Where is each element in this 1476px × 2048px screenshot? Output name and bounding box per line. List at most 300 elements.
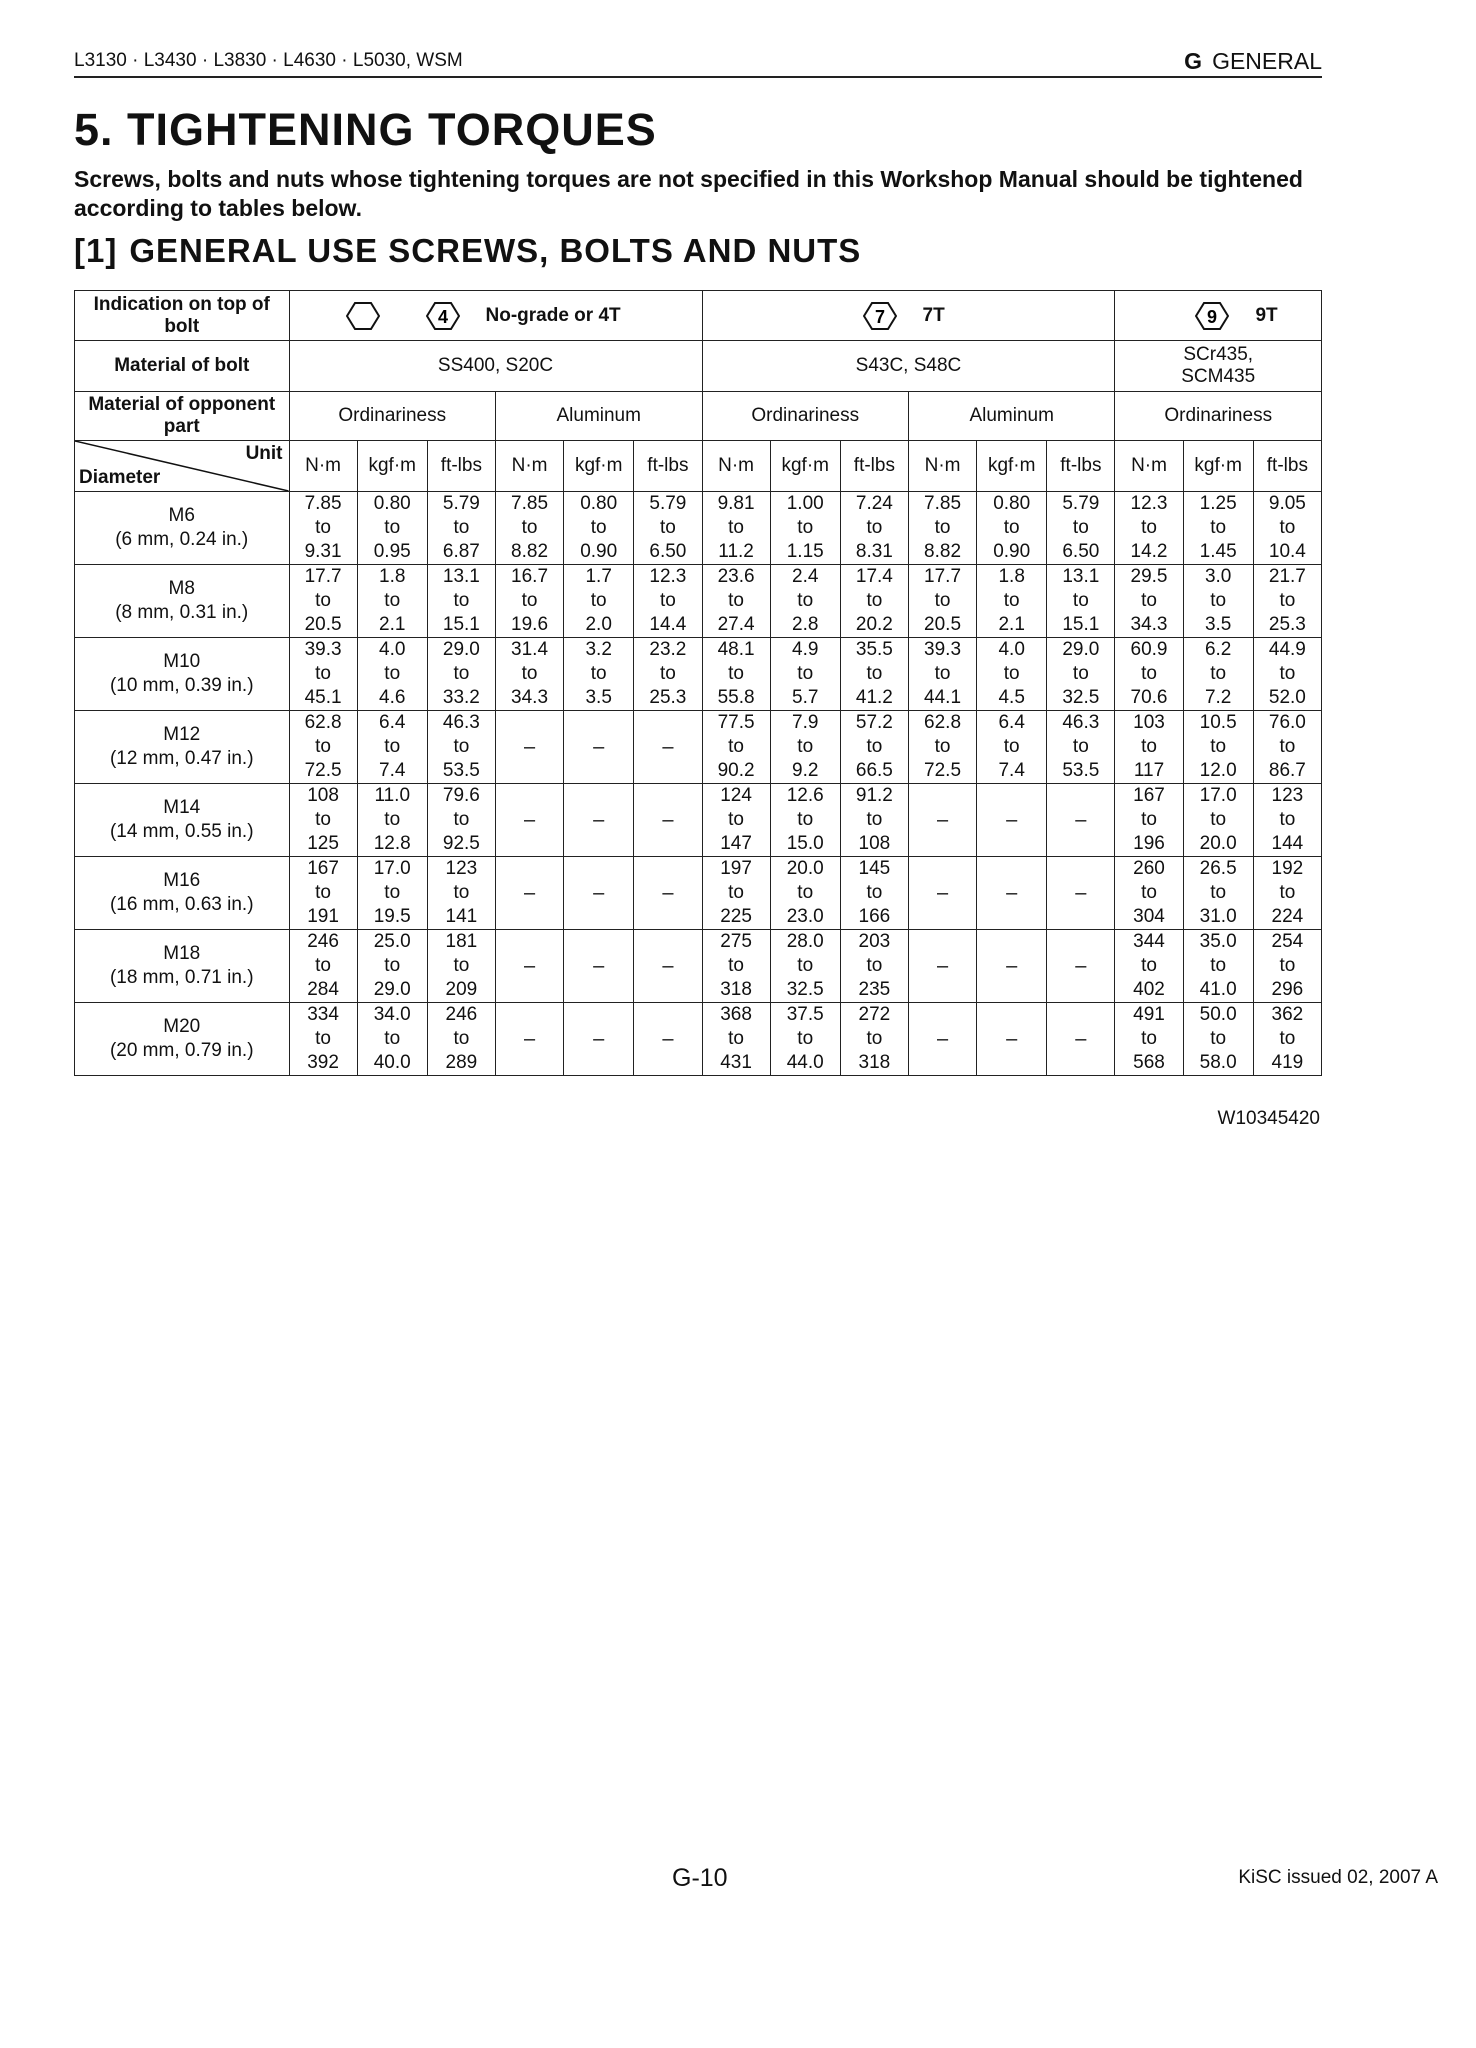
range-to: to — [797, 955, 814, 976]
range-to: to — [866, 955, 883, 976]
torque-range-cell — [1253, 857, 1321, 930]
diameter-cell — [75, 784, 290, 857]
torque-min: 1.8 — [379, 566, 406, 587]
range-to: to — [866, 736, 883, 757]
torque-min: 4.0 — [998, 639, 1025, 660]
torque-max: 70.6 — [1130, 687, 1168, 708]
torque-range-cell — [427, 857, 495, 930]
range-to: to — [934, 736, 951, 757]
range-to: to — [453, 663, 470, 684]
torque-min: 17.4 — [855, 566, 893, 587]
range-to: to — [315, 517, 331, 538]
torque-min: 123 — [445, 858, 478, 879]
range-to: to — [1279, 882, 1296, 903]
torque-max: 53.5 — [1062, 760, 1100, 781]
range-to: to — [1072, 590, 1089, 611]
range-to: to — [315, 736, 331, 757]
not-applicable-cell: – — [634, 711, 702, 784]
torque-min: 362 — [1271, 1004, 1304, 1025]
torque-min: 6.2 — [1204, 639, 1232, 660]
torque-max: 25.3 — [649, 687, 687, 708]
torque-max: 40.0 — [373, 1052, 411, 1073]
torque-min: 7.24 — [855, 493, 893, 514]
torque-min: 2.4 — [792, 566, 819, 587]
torque-min: 21.7 — [1268, 566, 1306, 587]
range-to: to — [1003, 736, 1020, 757]
torque-range-cell — [564, 565, 634, 638]
range-to: to — [453, 882, 470, 903]
grade-4t-label: No-grade or 4T — [485, 304, 621, 326]
bolt-dimensions: (12 mm, 0.47 in.) — [109, 748, 254, 769]
torque-range-cell — [1115, 565, 1183, 638]
torque-min: 57.2 — [855, 712, 893, 733]
torque-max: 14.2 — [1130, 541, 1168, 562]
torque-range-cell — [427, 930, 495, 1003]
torque-max: 2.8 — [792, 614, 819, 635]
range-to: to — [1141, 882, 1157, 903]
torque-max: 2.1 — [998, 614, 1025, 635]
intro-text: Screws, bolts and nuts whose tightening torques are not specified in this Workshop Manual should be tightened according to tables below. — [74, 166, 1303, 221]
unit-header: kgf·m — [357, 441, 427, 492]
torque-max: 117 — [1133, 760, 1165, 781]
not-applicable-cell: – — [1047, 857, 1115, 930]
torque-min: 79.6 — [442, 785, 480, 806]
torque-range-cell — [427, 565, 495, 638]
torque-max: 15.1 — [1062, 614, 1100, 635]
torque-table — [74, 290, 1322, 1076]
torque-max: 86.7 — [1268, 760, 1306, 781]
not-applicable-cell: – — [977, 857, 1047, 930]
torque-max: 284 — [307, 979, 339, 1000]
torque-min: 272 — [858, 1004, 891, 1025]
opp-9t-ordinariness: Ordinariness — [1115, 392, 1322, 441]
torque-max: 7.2 — [1204, 687, 1232, 708]
table-row — [75, 1003, 1322, 1076]
torque-range-cell — [495, 492, 563, 565]
unit-header: ft-lbs — [634, 441, 702, 492]
torque-range-cell — [770, 711, 840, 784]
torque-min: 7.9 — [792, 712, 819, 733]
range-to: to — [1210, 517, 1227, 538]
torque-max: 92.5 — [442, 833, 480, 854]
range-to: to — [315, 590, 331, 611]
torque-range-cell — [427, 711, 495, 784]
torque-range-cell — [1183, 930, 1253, 1003]
range-to: to — [728, 663, 744, 684]
torque-max: 6.87 — [442, 541, 480, 562]
not-applicable-cell: – — [564, 930, 634, 1003]
range-to: to — [1003, 663, 1020, 684]
torque-max: 41.0 — [1199, 979, 1237, 1000]
torque-max: 296 — [1271, 979, 1304, 1000]
torque-range-cell — [770, 784, 840, 857]
torque-max: 431 — [720, 1052, 752, 1073]
range-to: to — [1141, 955, 1157, 976]
table-row — [75, 930, 1322, 1003]
torque-min: 62.8 — [304, 712, 342, 733]
torque-max: 209 — [445, 979, 478, 1000]
torque-min: 7.85 — [304, 493, 342, 514]
torque-range-cell — [1115, 857, 1183, 930]
bolt-dimensions: (18 mm, 0.71 in.) — [109, 967, 254, 988]
unit-header: kgf·m — [977, 441, 1047, 492]
grade-7t-mark — [702, 291, 1115, 341]
page-header — [74, 48, 1322, 78]
range-to: to — [866, 663, 883, 684]
torque-min: 60.9 — [1130, 639, 1168, 660]
unit-header: N·m — [702, 441, 770, 492]
torque-range-cell — [1115, 784, 1183, 857]
torque-range-cell — [770, 930, 840, 1003]
range-to: to — [1210, 590, 1227, 611]
range-to: to — [384, 736, 401, 757]
torque-range-cell — [289, 1003, 357, 1076]
torque-range-cell — [977, 565, 1047, 638]
torque-max: 419 — [1271, 1052, 1304, 1073]
diameter-cell — [75, 930, 290, 1003]
range-to: to — [384, 663, 401, 684]
diameter-cell — [75, 492, 290, 565]
torque-min: 167 — [1133, 785, 1165, 806]
torque-min: 260 — [1133, 858, 1165, 879]
torque-max: 402 — [1133, 979, 1165, 1000]
unit-label: Unit — [245, 443, 283, 464]
torque-min: 28.0 — [786, 931, 824, 952]
torque-max: 34.3 — [511, 687, 549, 708]
torque-range-cell — [357, 711, 427, 784]
unit-header: ft-lbs — [1253, 441, 1321, 492]
torque-range-cell — [357, 1003, 427, 1076]
torque-range-cell — [634, 492, 702, 565]
torque-range-cell — [289, 711, 357, 784]
range-to: to — [1072, 663, 1089, 684]
torque-max: 19.6 — [511, 614, 549, 635]
range-to: to — [934, 517, 951, 538]
bolt-size: M10 — [163, 651, 201, 672]
torque-range-cell — [427, 492, 495, 565]
torque-max: 2.1 — [379, 614, 406, 635]
torque-range-cell — [1253, 638, 1321, 711]
grade-7t-label: 7T — [922, 304, 945, 326]
torque-min: 35.5 — [855, 639, 893, 660]
not-applicable-cell: – — [495, 930, 563, 1003]
torque-range-cell — [977, 492, 1047, 565]
torque-max: 6.50 — [1062, 541, 1100, 562]
torque-range-cell — [840, 565, 908, 638]
bolt-size: M18 — [163, 943, 201, 964]
torque-min: 20.0 — [786, 858, 824, 879]
torque-range-cell — [1047, 711, 1115, 784]
torque-min: 48.1 — [717, 639, 755, 660]
plain-hex-icon — [346, 301, 380, 331]
torque-max: 53.5 — [442, 760, 480, 781]
torque-min: 123 — [1271, 785, 1304, 806]
torque-min: 25.0 — [373, 931, 411, 952]
torque-range-cell — [357, 857, 427, 930]
torque-min: 124 — [720, 785, 752, 806]
torque-min: 6.4 — [998, 712, 1025, 733]
range-to: to — [384, 1028, 401, 1049]
range-to: to — [728, 1028, 744, 1049]
table-row — [75, 565, 1322, 638]
range-to: to — [728, 809, 744, 830]
diameter-cell — [75, 565, 290, 638]
torque-range-cell — [1253, 1003, 1321, 1076]
subtitle-number: [1] — [74, 232, 118, 269]
svg-text:9: 9 — [1207, 306, 1218, 327]
unit-header: ft-lbs — [1047, 441, 1115, 492]
not-applicable-cell: – — [495, 784, 563, 857]
torque-min: 6.4 — [379, 712, 406, 733]
unit-header: N·m — [908, 441, 976, 492]
torque-max: 34.3 — [1130, 614, 1168, 635]
not-applicable-cell: – — [1047, 930, 1115, 1003]
torque-min: 23.2 — [649, 639, 687, 660]
torque-range-cell — [634, 638, 702, 711]
range-to: to — [659, 590, 676, 611]
torque-range-cell — [702, 711, 770, 784]
range-to: to — [315, 809, 331, 830]
torque-min: 1.8 — [998, 566, 1025, 587]
range-to: to — [453, 517, 470, 538]
torque-max: 10.4 — [1268, 541, 1306, 562]
not-applicable-cell: – — [908, 857, 976, 930]
torque-range-cell — [977, 638, 1047, 711]
range-to: to — [659, 663, 676, 684]
torque-max: 318 — [720, 979, 752, 1000]
torque-max: 141 — [445, 906, 478, 927]
range-to: to — [728, 517, 744, 538]
torque-min: 16.7 — [511, 566, 549, 587]
torque-range-cell — [495, 565, 563, 638]
torque-range-cell — [908, 638, 976, 711]
grade-7t-material: S43C, S48C — [702, 341, 1115, 392]
range-to: to — [384, 882, 401, 903]
torque-max: 191 — [307, 906, 339, 927]
torque-min: 46.3 — [442, 712, 480, 733]
grade-9t-label: 9T — [1255, 304, 1278, 326]
range-to: to — [384, 955, 401, 976]
torque-min: 26.5 — [1199, 858, 1237, 879]
torque-max: 8.82 — [924, 541, 962, 562]
torque-max: 72.5 — [924, 760, 962, 781]
torque-range-cell — [770, 492, 840, 565]
torque-range-cell — [1183, 711, 1253, 784]
bolt-size: M8 — [168, 578, 195, 599]
torque-range-cell — [1253, 711, 1321, 784]
range-to: to — [728, 590, 744, 611]
torque-max: 44.1 — [924, 687, 962, 708]
torque-max: 6.50 — [649, 541, 687, 562]
hex-9-icon — [1195, 301, 1229, 331]
range-to: to — [521, 517, 538, 538]
range-to: to — [1279, 736, 1296, 757]
range-to: to — [315, 955, 331, 976]
not-applicable-cell: – — [564, 711, 634, 784]
range-to: to — [1279, 590, 1296, 611]
torque-min: 145 — [858, 858, 891, 879]
torque-min: 29.0 — [1062, 639, 1100, 660]
torque-min: 1.00 — [786, 493, 824, 514]
torque-range-cell — [840, 857, 908, 930]
range-to: to — [1003, 590, 1020, 611]
table-row — [75, 857, 1322, 930]
torque-max: 29.0 — [373, 979, 411, 1000]
range-to: to — [1210, 663, 1227, 684]
range-to: to — [1279, 663, 1296, 684]
torque-max: 12.8 — [373, 833, 411, 854]
torque-range-cell — [702, 638, 770, 711]
page-title: 5. TIGHTENING TORQUES — [74, 104, 657, 155]
opp-4t-aluminum: Aluminum — [495, 392, 702, 441]
bolt-dimensions: (6 mm, 0.24 in.) — [115, 529, 249, 550]
bolt-size: M6 — [168, 505, 195, 526]
torque-range-cell — [427, 1003, 495, 1076]
torque-min: 167 — [307, 858, 339, 879]
hex-7-icon — [863, 301, 897, 331]
torque-min: 77.5 — [717, 712, 755, 733]
torque-min: 39.3 — [304, 639, 342, 660]
torque-max: 55.8 — [717, 687, 755, 708]
torque-max: 90.2 — [717, 760, 755, 781]
range-to: to — [797, 517, 814, 538]
torque-max: 32.5 — [786, 979, 824, 1000]
torque-range-cell — [1183, 784, 1253, 857]
torque-min: 5.79 — [1062, 493, 1100, 514]
figure-code: W10345420 — [1217, 1108, 1320, 1129]
torque-range-cell — [495, 638, 563, 711]
indication-label: Indication on top of bolt — [75, 291, 290, 341]
torque-min: 11.0 — [374, 785, 411, 806]
torque-min: 246 — [445, 1004, 478, 1025]
torque-max: 0.90 — [993, 541, 1031, 562]
torque-min: 17.0 — [1199, 785, 1237, 806]
torque-max: 289 — [445, 1052, 478, 1073]
torque-min: 62.8 — [924, 712, 962, 733]
torque-min: 9.81 — [717, 493, 755, 514]
unit-header: ft-lbs — [427, 441, 495, 492]
not-applicable-cell: – — [495, 1003, 563, 1076]
torque-max: 20.5 — [924, 614, 962, 635]
torque-range-cell — [289, 930, 357, 1003]
torque-min: 3.2 — [585, 639, 612, 660]
torque-min: 13.1 — [442, 566, 480, 587]
torque-max: 41.2 — [855, 687, 893, 708]
torque-max: 5.7 — [792, 687, 819, 708]
bolt-size: M16 — [163, 870, 201, 891]
torque-range-cell — [702, 857, 770, 930]
torque-range-cell — [1253, 492, 1321, 565]
torque-min: 491 — [1133, 1004, 1165, 1025]
torque-range-cell — [427, 638, 495, 711]
bolt-dimensions: (14 mm, 0.55 in.) — [109, 821, 254, 842]
section-label — [1184, 48, 1322, 75]
torque-max: 147 — [720, 833, 752, 854]
material-label: Material of bolt — [75, 341, 290, 392]
range-to: to — [521, 663, 538, 684]
torque-min: 0.80 — [373, 493, 411, 514]
torque-range-cell — [1115, 1003, 1183, 1076]
section-subtitle — [74, 232, 861, 270]
torque-max: 72.5 — [304, 760, 342, 781]
torque-range-cell — [840, 930, 908, 1003]
torque-max: 0.95 — [373, 541, 411, 562]
torque-range-cell — [357, 565, 427, 638]
range-to: to — [1072, 517, 1089, 538]
range-to: to — [315, 663, 331, 684]
torque-max: 20.2 — [855, 614, 893, 635]
diameter-cell — [75, 638, 290, 711]
torque-max: 568 — [1133, 1052, 1165, 1073]
torque-min: 4.9 — [792, 639, 819, 660]
grade-9t-mark — [1115, 291, 1322, 341]
opp-4t-ordinariness: Ordinariness — [289, 392, 495, 441]
torque-range-cell — [702, 930, 770, 1003]
torque-range-cell — [357, 784, 427, 857]
torque-max: 31.0 — [1199, 906, 1237, 927]
torque-min: 246 — [307, 931, 339, 952]
torque-max: 20.0 — [1199, 833, 1237, 854]
range-to: to — [521, 590, 538, 611]
torque-range-cell — [357, 492, 427, 565]
range-to: to — [453, 736, 470, 757]
torque-range-cell — [1253, 784, 1321, 857]
torque-max: 3.5 — [1204, 614, 1232, 635]
range-to: to — [1210, 809, 1227, 830]
torque-max: 32.5 — [1062, 687, 1100, 708]
torque-max: 12.0 — [1199, 760, 1237, 781]
not-applicable-cell: – — [495, 857, 563, 930]
range-to: to — [590, 663, 607, 684]
torque-min: 13.1 — [1062, 566, 1100, 587]
range-to: to — [659, 517, 676, 538]
torque-min: 31.4 — [511, 639, 549, 660]
range-to: to — [1210, 955, 1227, 976]
torque-max: 166 — [858, 906, 891, 927]
range-to: to — [728, 736, 744, 757]
unit-diameter-header — [75, 441, 290, 492]
torque-min: 37.5 — [786, 1004, 824, 1025]
range-to: to — [1279, 955, 1296, 976]
torque-range-cell — [1183, 565, 1253, 638]
torque-range-cell — [1115, 711, 1183, 784]
torque-max: 8.31 — [855, 541, 893, 562]
torque-range-cell — [702, 784, 770, 857]
bolt-dimensions: (20 mm, 0.79 in.) — [109, 1040, 254, 1061]
torque-range-cell — [289, 492, 357, 565]
torque-max: 225 — [720, 906, 752, 927]
range-to: to — [384, 517, 401, 538]
grade-4t-mark — [289, 291, 702, 341]
range-to: to — [797, 736, 814, 757]
not-applicable-cell: – — [908, 930, 976, 1003]
range-to: to — [453, 955, 470, 976]
section-name: GENERAL — [1212, 48, 1322, 74]
not-applicable-cell: – — [634, 930, 702, 1003]
torque-range-cell — [1047, 565, 1115, 638]
torque-range-cell — [1183, 638, 1253, 711]
table-row — [75, 638, 1322, 711]
torque-max: 3.5 — [585, 687, 612, 708]
range-to: to — [590, 517, 607, 538]
torque-max: 52.0 — [1268, 687, 1306, 708]
not-applicable-cell: – — [1047, 1003, 1115, 1076]
table-row — [75, 492, 1322, 565]
torque-max: 235 — [858, 979, 891, 1000]
page-number: G-10 — [672, 1864, 728, 1892]
torque-range-cell — [770, 857, 840, 930]
not-applicable-cell: – — [908, 784, 976, 857]
